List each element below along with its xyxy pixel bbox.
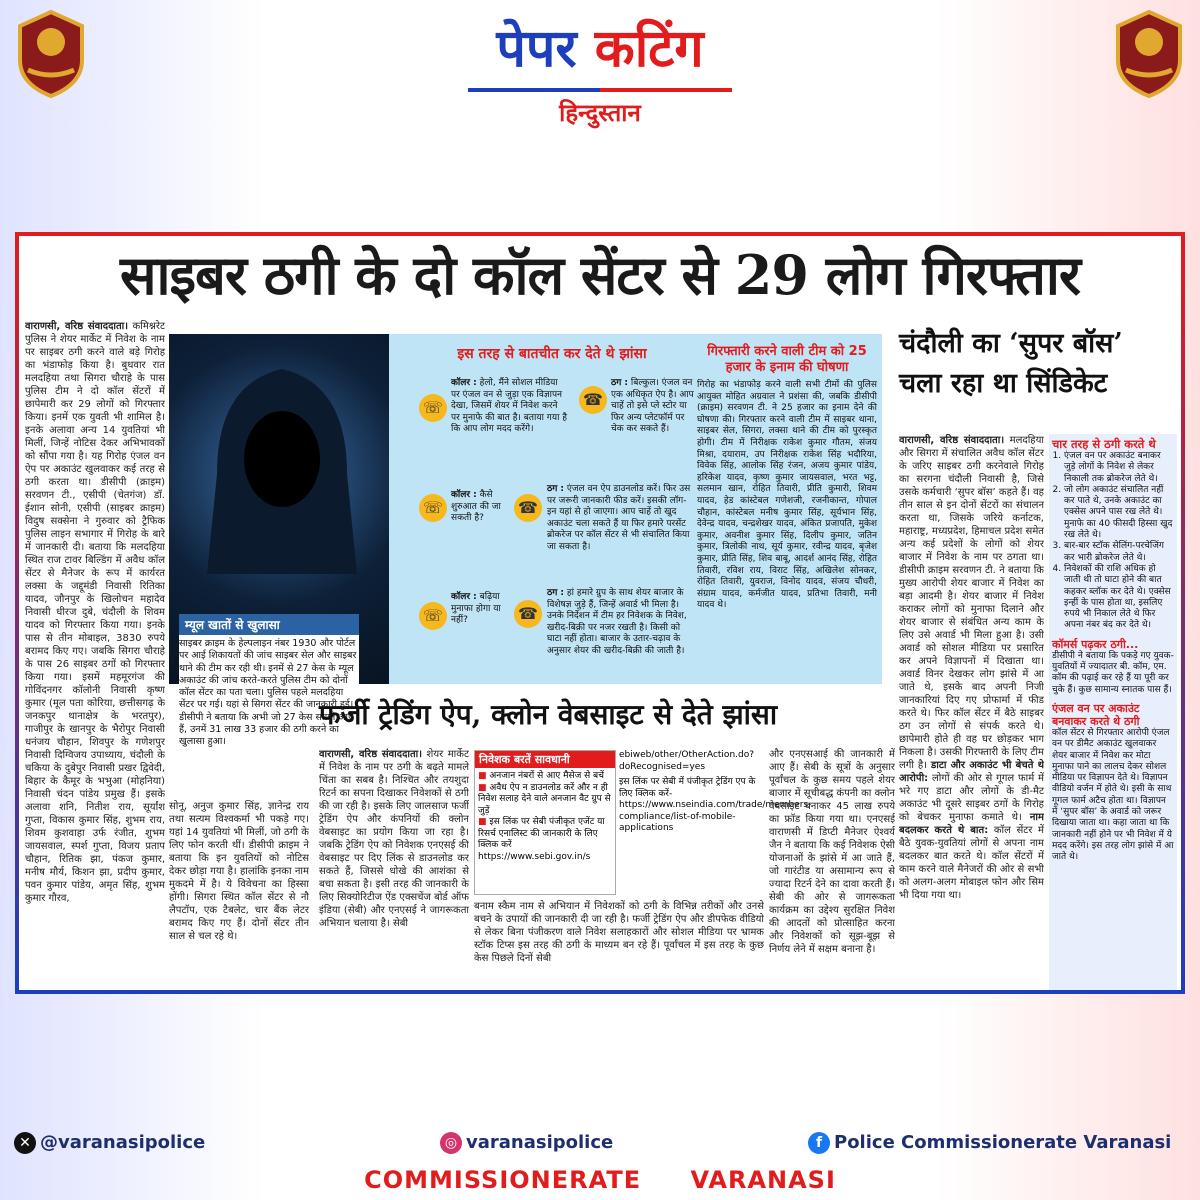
qa-item: कॉलर : कैसे शुरुआत की जा सकती है?	[451, 490, 501, 523]
angel-one-heading: एंजल वन पर अकाउंट बनवाकर करते थे ठगी	[1052, 701, 1140, 728]
sub-headline: फर्जी ट्रेडिंग ऐप, क्लोन वेबसाइट से देते झांसा	[319, 698, 778, 731]
methods-list	[1052, 451, 1174, 632]
twitter-link[interactable]: ✕ @varanasipolice	[14, 1132, 205, 1154]
qa-item: ठग : बिल्कुल। एंजल वन एक अधिकृत ऐप है। आप चाहें तो इसे प्ले स्टोर या फिर अन्य प्लेटफॉर्म पर चेक कर सकते हैं।	[611, 378, 694, 434]
tips-heading: निवेशक बरतें सावधानी	[475, 751, 615, 768]
list-item: 4. निवेशकों की राशि अधिक हो जाती थी तो घाटा होने की बात कहकर ब्लॉक कर देते थे। एक्सेस इन्हीं के पास होता था, इसलिए रुपये भी निकाल लेते थे फिर अपना नंबर बंद कर देते थे।	[1064, 564, 1174, 632]
infobox-heading: इस तरह से बातचीत कर देते थे झांसा	[457, 346, 647, 362]
qa-item: कॉलर : हेलो, मैंने सोशल मीडिया पर एंजल वन से जुड़ा एक विज्ञापन देखा, जिसमें शेयर में निवेश करने पर मुनाफे की बात है। बताया गया है कि आप लोग मदद करेंगे।	[451, 378, 568, 434]
reward-heading: गिरफ्तारी करने वाली टीम को 25 हजार के इनाम की घोषणा	[707, 344, 867, 375]
reward-box	[697, 344, 877, 679]
list-item: 2. जो लोग अकाउंट संचालित नहीं कर पाते थे, उनके अकाउंट का एक्सेस अपने पास रख लेते थे। मुनाफे का 40 फीसदी हिस्सा खुद रख लेते थे।	[1064, 485, 1174, 541]
page-footer	[0, 1112, 1200, 1200]
x-twitter-icon: ✕	[14, 1132, 36, 1154]
right-article-column: वाराणसी, वरिष्ठ संवाददाता। मलदहिया और सिगरा में संचालित अवैध कॉल सेंटर के जरिए साइबर ठगी करनेवाले गिरोह का सरगना चंदौली निवासी है, जिसे उसके कर्मचारी ‘सुपर बॉस’ कहते हैं। वह तीन साल से इन दोनों सेंटरों का संचालन करता था, जिसके जरिये कर्नाटक, महाराष्ट्र, मध्यप्रदेश, हिमाचल प्रदेश समेत अन्य कई प्रदेशों के लोगों को शेयर बाजार में निवेश के नाम पर ठगता था। डीसीपी क्राइम सरवणन टी. ने बताया कि मुख्य आरोपी शेयर बाजार में निवेश का बड़ा आदमी है। शेयर बाजार में निवेश कराकर लोगों को मुनाफा दिलाने और शेयर बाजार से संबंधित अन्य काम के लिए उसे अवार्ड भी मिला हुआ है। उसी अवार्ड को सोशल मीडिया पर प्रसारित कर अपने विज्ञापनों में दिखाता था। अवार्ड विनर देखकर लोग झांसे में आ जाते थे, इसके बाद अपनी निजी जानकारियां दिए गए प्रोफार्मा में फीड करते थे। फिर कॉल सेंटर में बैठे साइबर ठग उन लोगों से संपर्क करते थे। छापेमारी होते ही वह घर छोड़कर भाग निकला है। उसकी गिरफ्तारी के लिए टीम लगी है। डाटा और अकाउंट भी बेचते थे आरोपी: लोगों की ओर से गूगल फार्म में भरे गए डाटा और लोगों के डी-मैट अकाउंट भी दूसरे साइबर ठगों के गिरोह को बेचकर मुनाफा कमाते थे। नाम बदलकर करते थे बात: कॉल सेंटर में बैठे युवक-युवतियां लोगों से अपना नाम बदलकर बात करते थे। कॉल सेंटरों में काम करने वाले मैनेजरों की ओर से सभी को अलग-अलग मोबाइल फोन और सिम भी दिया गया था।	[899, 435, 1044, 901]
mule-heading: म्यूल खातों से खुलासा	[179, 614, 359, 635]
list-item: ■ अवैध ऐप न डाउनलोड करें और न ही निवेश सलाह देने वाले अनजान वैट ग्रुप से जुड़ें	[478, 783, 612, 818]
qa-item: ठग : हां हमारे ग्रुप के साथ शेयर बाजार के विशेषज्ञ जुड़े हैं, जिन्हें अवार्ड भी मिला है। उनके निर्देशन में टीम हर निवेशक के निवेश, खरीद-बिक्री पर नजर रखती है। किसी को घाटा नहीं होता। बाजार के उतार-चढ़ाव के अनुसार शेयर की खरीद-बिक्री की जाती है।	[547, 588, 687, 656]
commerce-heading: कॉमर्स पढ़कर ठगी...	[1052, 637, 1139, 651]
newspaper-clipping	[15, 232, 1185, 994]
reward-text: गिरोह का भंडाफोड़ करने वाली सभी टीमों की पुलिस आयुक्त मोहित अग्रवाल ने प्रशंसा की, जबकि डीसीपी (क्राइम) सरवणन टी. ने 25 हजार का इनाम देने की घोषणा की। गिरफ्तार करने वाली टीम में साइबर थाना, साइबर सेल, सिगरा, लक्सा थाने की टीम को पुरस्कृत होगी। टीम में निरीक्षक राकेश कुमार गौतम, संजय मिश्रा, दयाराम, उप निरीक्षक राकेश सिंह भदौरिया, विवेक सिंह, आलोक सिंह रंजन, अजय कुमार पांडेय, हरिकेश यादव, कृष्ण कुमार जायसवाल, भरत भट्ट, सलमान खान, रोहित तिवारी, प्रीति कुमारी, शिवम यादव, हेड कांस्टेबल गणेशजी, रजनीकान्त, गोपाल चौहान, कांस्टेबल मनीष कुमार सिंह, सूर्यभान सिंह, देवेन्द्र यादव, चन्द्रशेखर यादव, अंकित प्रजापति, मुकेश कुमार, अवनीश कुमार सिंह, दिलीप कुमार, जतिन कुमार, त्रिलोकी नाथ, सूर्य कुमार, रवीन्द्र यादव, बृजेश कुमार, प्रीति सिंह, शिव बाबू, आदर्श आनंद सिंह, रोहित तिवारी, रविश राय, विराट सिंह, अखिलेश सोनकर, रोहित तिवारी, युवराज, विनोद यादव, संजय चौधरी, संग्राम यादव, कर्मजीत यादव, प्रतिभा तिवारी, मनी यादव थे।	[697, 380, 877, 611]
commissionerate-label: COMMISSIONERATE VARANASI	[364, 1166, 836, 1194]
list-item: ■ इस लिंक पर सेबी पंजीकृत एजेंट या रिसर्च एनालिस्ट की जानकारी के लिए क्लिक करें https://www.sebi.gov.in/s	[478, 817, 612, 863]
qa-item: कॉलर : बढ़िया मुनाफा होगा या नहीं?	[451, 592, 501, 625]
caller-icon: ☏	[419, 494, 447, 522]
super-boss-headline: चंदौली का ‘सुपर बॉस’ चला रहा था सिंडिकेट	[899, 328, 1123, 399]
hooded-hacker-icon	[207, 364, 357, 574]
sub-article-column-1: वाराणसी, वरिष्ठ संवाददाता। शेयर मार्केट में निवेश के नाम पर ठगी के बढ़ते मामले चिंता का सबब है। निश्चित और तयशुदा रिटर्न का सपना दिखाकर निवेशकों से ठगी की जा रही है। इसके लिए जालसाज फर्जी ट्रेडिंग ऐप और कंपनियों की क्लोन वेबसाइट का प्रयोग किया जा रहा है। जबकि ट्रेडिंग ऐप को निवेशक एनएसई की वेबसाइट पर दिए लिंक से डाउनलोड कर सकते हैं, जिससे धोखे की आशंका से बचा सकता है। इसी तरह की जानकारी के लिए सिक्योरिटीज ऐंड एक्सचेंज बोर्ड ऑफ इंडिया (सेबी) और एनएसई ने जागरूकता अभियान चलाया है। सेबी	[319, 749, 469, 929]
byline: वाराणसी, वरिष्ठ संवाददाता।	[25, 321, 129, 332]
caller-icon: ☏	[419, 394, 447, 422]
sebi-link: ebiweb/other/OtherAction.do?doRecognised=yes	[619, 750, 754, 772]
tips-list	[475, 768, 615, 866]
article-headline: साइबर ठगी के दो कॉल सेंटर से 29 लोग गिरफ्तार	[120, 244, 1080, 306]
title-part-1: पेपर	[496, 19, 577, 79]
article-column-2: सोनू, अनुज कुमार सिंह, ज्ञानेन्द्र राय तथा सत्यम विश्वकर्मा भी पकड़े गए। यहां 14 युवतियां भी मिलीं, जो ठगी के लिए फोन करती थीं। डीसीपी क्राइम ने बताया कि इन युवतियों को नोटिस देकर छोड़ा गया है। हालांकि इनका नाम मुकदमे में है। ये विवेचना का हिस्सा होंगी। सिगरा स्थित कॉल सेंटर से नौ लैपटॉप, एक टैबलेट, चार बैंक लेटर बरामद किए गए हैं। दोनों सेंटर तीन साल से चल रहे थे।	[169, 801, 309, 942]
up-police-emblem-icon	[1108, 8, 1190, 100]
mule-text: साइबर क्राइम के हेल्पलाइन नंबर 1930 और पोर्टल पर आई शिकायतों की जांच साइबर सेल और साइबर थाने की टीम कर रही थी। इनमें से 27 केस के म्यूल अकाउंट की जांच करते-करते पुलिस टीम को दोनों कॉल सेंटर का पता चला। पुलिस पहले मलदहिया सेंटर पर गई। यहां से सिगरा सेंटर की जानकारी हुई। डीसीपी ने बताया कि अभी जो 27 केस सामने आए हैं, उनमें 31 लाख 33 हजार की ठगी करने का खुलासा हुआ।	[179, 638, 357, 748]
angel-one-text: कॉल सेंटर से गिरफ्तार आरोपी एंजल वन पर डीमैट अकाउंट खुलवाकर शेयर बाजार में निवेश कर मोटा मुनाफा पाने का लालच देकर सोशल मीडिया पर विज्ञापन देते थे। विज्ञापन वीडियो वर्जन में होते थे। इसी के साथ गूगल फार्म अटैच होता था। विज्ञापन में ‘सुपर बॉस’ के अवार्ड को जरूर दिखाया जाता था। कहा जाता था कि जानकारी नहीं होने पर भी निवेश में ये मदद करेंगे। इस तरह लोग झांसे में आ जाते थे।	[1052, 727, 1174, 863]
qa-item: ठग : एंजल वन ऐप डाउनलोड करें। फिर उस पर जरूरी जानकारी फीड करें। इसकी लॉग-इन यहां से हो जाएगा। आप चाहें तो खुद अकाउंट चला सकते हैं या फिर हमारे परसेंट ब्रोकरेज पर कॉल सेंटर से भी संचालित किया जा सकता है।	[547, 484, 691, 552]
title-part-2: कटिंग	[594, 19, 704, 79]
newspaper-name: हिन्दुस्तान	[559, 99, 641, 127]
page-title	[0, 14, 1200, 84]
instagram-icon: ◎	[440, 1132, 462, 1154]
fraudster-icon: ☎	[514, 494, 542, 522]
tips-links	[619, 750, 812, 895]
facebook-icon: f	[808, 1132, 830, 1154]
sub-article-column-2: बनाम स्कैम नाम से अभियान में निवेशकों को ठगी के विभिन्न तरीकों और उनसे बचने के उपायों की जानकारी दी जा रही है। फर्जी ट्रेडिंग ऐप और डीपफेक वीडियो से लेकर बिना पंजीकरण वाले निवेश सलाहकारों और सोशल मीडिया पर भ्रामक स्टॉक टिप्स इस तरह की ठगी के माध्यम बन रहे हैं। पूर्वांचल में इस तरह के कुछ केस पिछले दिनों सेबी	[474, 901, 764, 964]
facebook-link[interactable]: f Police Commissionerate Varanasi	[808, 1132, 1171, 1154]
fraudster-icon: ☎	[514, 600, 542, 628]
sidebar-heading: चार तरह से ठगी करते थे	[1052, 437, 1156, 451]
sub-article-column-3: और एनएसआई की जानकारी में आए हैं। सेबी के सूत्रों के अनुसार पूर्वांचल के कुछ समय पहले शेयर बाजार में सूचीबद्ध कंपनी का क्लोन वेबसाइट बनाकर 45 लाख रुपये का फ्रॉड किया गया था। एनएसई वाराणसी में डिप्टी मैनेजर ऐश्वर्य जैन ने बताया कि कई निवेशक ऐसी योजनाओं के झांसे में आ जाते हैं, जो गारंटीड या असामान्य रूप से ज्यादा रिटर्न देने का दावा करती हैं। सेबी की ओर से जागरूकता कार्यक्रम का उद्देश्य सुरक्षित निवेश की आदतों को प्रोत्साहित करना और निवेशकों को सूझ-बूझ से निर्णय लेने में सक्षम बनाना है।	[769, 749, 895, 955]
caller-icon: ☏	[419, 602, 447, 630]
investor-tips-box	[474, 750, 616, 895]
article-column-1	[25, 320, 165, 984]
fraud-methods-sidebar	[1049, 434, 1177, 990]
list-item: 3. बार-बार स्टॉक सेलिंग-परचेजिंग कर भारी ब्रोकरेज लेते थे।	[1064, 541, 1174, 564]
nse-link: इस लिंक पर सेबी में पंजीकृत ट्रेडिंग एप के लिए क्लिक करें- https://www.nseindia.com/trade/members-compliance/list-of-mobile-applications	[619, 777, 812, 833]
fraudster-icon: ☎	[579, 386, 607, 414]
title-underline	[468, 88, 732, 92]
commerce-text: डीसीपी ने बताया कि पकड़े गए युवक-युवतियों में ज्यादातर बी. कॉम, एम. कॉम की पढ़ाई कर रहे हैं या पूरी कर चुके हैं। कुछ सामान्य स्नातक पास हैं।	[1052, 650, 1174, 695]
list-item: 1. एंजल वन पर अकाउंट बनाकर जुड़े लोगों के निवेश से लेकर निकाली तक ब्रोकरेज लेते थे।	[1064, 451, 1174, 485]
instagram-link[interactable]: ◎ varanasipolice	[440, 1132, 613, 1154]
list-item: ■ अनजान नंबरों से आए मैसेज से बचें	[478, 771, 612, 783]
page-header	[0, 0, 1200, 225]
column-text: कमिश्नरेट पुलिस ने शेयर मार्केट में निवेश के नाम पर साइबर ठगी करने वाले बड़े गिरोह का भंडाफोड़ किया है। बुधवार रात मलदहिया तथा सिगरा चौराहे के पास पुलिस टीम ने दो कॉल सेंटरों में छापेमारी कर 29 लोगों को गिरफ्तार किया। इनमें एक युवती भी शामिल है। इनके अलावा अन्य 14 युवतियां भी मिलीं, जिन्हें नोटिस देकर अभिभावकों को सौंपा गया है। यह गिरोह एंजल वन ऐप पर अकाउंट खुलवाकर कई तरह से ठगी करता था। डीसीपी (क्राइम) सरवणन टी., एसीपी (चेतगंज) डॉ. ईशान सोनी, एसीपी (साइबर क्राइम) विदुष सक्सेना ने गुरुवार को ट्रैफिक पुलिस लाइन सभागार में गिरोह के बारे में जानकारी दी। बताया कि मलदहिया स्थित राज टावर बिल्डिंग में अवैध कॉल सेंटर से मैनेजर के रूप में कार्यरत लक्सा के जद्दूमंडी निवासी रितिका यादव, जौनपुर के खिलोचन महादेव निवासी धीरज दुबे, चंदौली के शिवम यादव को गिरफ्तार किया गया। इनके पास से तीन मोबाइल, 3830 रुपये बरामद किए गए। जबकि सिगरा चौराहे के पास 26 साइबर ठगों को गिरफ्तार किया गया। इसमें महमूरगंज की गोविंदनगर कॉलोनी निवासी कृष्ण कुमार (मूल पता कोरिया, छत्तीसगढ़ के जनकपुर थानाक्षेत्र के भरतपुर), गाजीपुर के खानपुर के भैरोपुर निवासी धनंजय चौहान, शिवपुर के गणेशपुर निवासी दिग्विजय उपाध्याय, चंदौली के चकिया के दुबेपुर निवासी प्रखर द्विवेदी, बिहार के कैमूर के भभुआ (मोहनिया) निवासी चंदन पांडेय प्रमुख हैं। इसके अलावा शनि, नितीश राय, सूर्यांश गुप्ता, विकास कुमार सिंह, शुभम राय, शिवम कुशवाहा उर्फ रंजीत, शुभम जायसवाल, स्पर्श गुप्ता, विजय प्रताप चौहान, रितिक झा, पंकज कुमार, मनीष मौर्य, किशन झा, प्रदीप कुमार, पवन कुमार पांडेय, अमृत सिंह, शुभम कुमार गौरव,	[25, 321, 165, 904]
